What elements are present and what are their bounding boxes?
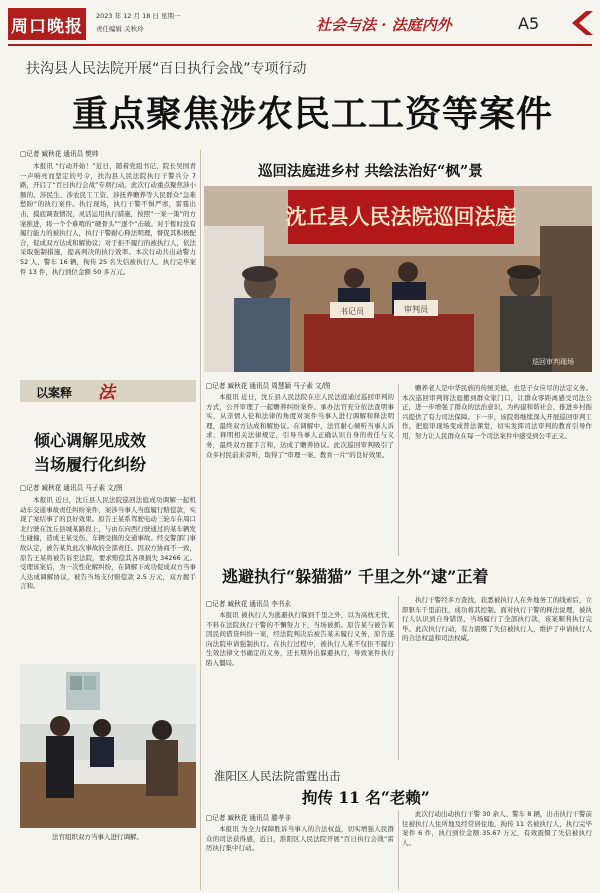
court-photo-illustration (204, 186, 592, 372)
lead-headline: 重点聚焦涉农民工工资等案件 (72, 93, 554, 135)
column-divider (398, 596, 399, 760)
story1-byline: □记者 臧秋花 通讯员 周慧颖 马子素 文/图 (206, 382, 331, 390)
mediation-photo-caption: 法官组织双方当事人进行调解。 (52, 833, 143, 841)
story2-byline: □记者 臧秋花 通讯员 李书永 (206, 600, 292, 608)
mediation-photo (20, 664, 196, 828)
column-divider (200, 150, 201, 890)
case-headline-line1: 倾心调解见成效 (34, 431, 147, 450)
case-section-label: 以案释 (36, 386, 73, 400)
story3-byline: □记者 臧秋花 通讯员 滕孝非 (206, 814, 292, 822)
page-number: A5 (518, 14, 540, 33)
mediation-photo-illustration (20, 664, 196, 828)
lead-kicker: 扶沟县人民法院开展“百日执行会战”专项行动 (26, 61, 307, 77)
case-body: 本报讯 近日，沈丘县人民法院巡回法庭成功调解一起机动车交通事故责任纠纷案件，案涉当事人当庭履行赔偿款，实现了案结事了的良好效果。原告王某系驾驶电动三轮车在周口北行驶在沈丘县城某路段上，与由东向西行驶通过的某车辆发生碰撞，造成王某受伤，车辆受损的交通事故。经交警部门事故认定，被告某负此次事故的全部责任。因双方协商不一致，原告王某将被告诉至法院，要求赔偿其各项损失 34266 元。受理该案后，为一次性化解纠纷，在调解下成功促成双方当事人达成调解协议，被告当场支付赔偿款 2.5 万元，双方握手言和。 (20, 496, 196, 591)
story1-headline: 巡回法庭进乡村 共绘法治好“枫”景 (258, 163, 483, 180)
date-line: 2023 年 12 月 18 日 星期一 (96, 12, 181, 20)
case-section-accent: 法 (98, 383, 115, 403)
lead-body: 本报讯 “行动开始！”近日，随着党组书记、院长吴国青一声响亮而坚定的号令，扶沟县人民法院执行干警兵分 7 路，开启了“百日执行会战”专项行动。此次行动重点聚焦涉小额的、涉民生、涉农民工工资、涉抚养赡养等人民群众“急难愁盼”的执行案件。执行现场，执行干警不惧严寒，雷霆出击，摸底调查情况，灵活运用执行措施，按照“一案一策”的方案推进，将一个个难啃的“硬骨头”“逐个”击破。对于暂时没有履行能力的被执行人，执行干警耐心释法明理，督促其积极配合，促成双方达成和解协议；对于拒不履行的被执行人，依法采取强制措施，提高判决的执行效率。本次行动共出动警力 52 人、警车 16 辆，拘传 25 名失信被执行人，执行完毕案件 13 件，执行到位金额 50 多万元。 (20, 162, 196, 276)
newspaper-logo: 周口晚报 (8, 8, 86, 40)
story2-body-col2: 执行干警经多方查找，获悉被执行人在外地务工的线索后，立即驱车千里前往，成功将其控制。面对执行干警的释法说理，被执行人认识到自身错误，当场履行了全部执行款，该案顺利执行完毕。此次执行行动，有力震慑了失信被执行人，维护了申请执行人的合法权益和司法权威。 (402, 596, 592, 643)
story3-headline: 拘传 11 名“老赖” (302, 788, 430, 807)
case-headline-line2: 当场履行化纠纷 (34, 455, 147, 474)
case-byline: □记者 臧秋花 通讯员 马子素 文/图 (20, 484, 123, 492)
photo-label-left: 书记员 (340, 307, 364, 316)
photo-label-right: 审判员 (404, 305, 428, 314)
story2-body-col1: 本报讯 被执行人为逃避执行躲到千里之外，以为高枕无忧，不料在法院执行干警的不懈努力下，当场被抓。原告某与被告某因民间借贷纠纷一案，经法院判决后被告某未履行义务，原告遂向法院申请强制执行。在执行过程中，被执行人某不仅拒不履行生效法律文书确定的义务，还长期外出躲避执行，导致案件执行陷入僵局。 (206, 611, 394, 667)
story3-body-col2: 此次行动出动执行干警 30 余人、警车 8 辆，出击执行干警前往被执行人住所地及经常居住地，拘传 11 名被执行人，执行完毕案件 6 件，执行到位金额 35.67 万元，有效震慑了失信被执行人。 (402, 810, 592, 847)
lead-byline: □记者 臧秋花 通讯员 樊帅 (20, 150, 99, 158)
story3-body-col1: 本报讯 为全力保障胜诉当事人的合法权益，切实增强人民群众的司法获得感，近日，淮阳区人民法院开展“百日执行会战”雷厉执行集中行动。 (206, 825, 394, 853)
story3-kicker: 淮阳区人民法院雷霆出击 (214, 769, 341, 783)
court-photo (204, 186, 592, 372)
column-divider (398, 384, 399, 556)
story1-body-col2: 赡养老人是中华民族的传统美德，也是子女应尽的法定义务。本次巡回审判将法庭搬到群众家门口，让群众零距离感受司法公正，进一步增强了群众的法治意识，为构建和谐社会、推进乡村振兴提供了有力司法保障。下一步，该院将继续深入开展巡回审判工作，把庭审现场变成普法课堂，切实发挥司法审判的教育引导作用，努力让人民群众在每一个司法案件中感受到公平正义。 (402, 384, 592, 440)
photo-caption: 巡回审判现场 (532, 358, 574, 366)
editor-line: 责任编辑 关秋玲 (96, 25, 144, 33)
photo-banner-text: 沈丘县人民法院巡回法庭 (285, 204, 517, 229)
story2-headline: 逃避执行“躲猫猫” 千里之外“逮”正着 (222, 567, 489, 586)
header-rule (8, 44, 592, 46)
section-title: 社会与法 · 法庭内外 (316, 16, 452, 34)
story1-body-col1: 本报讯 近日，沈丘县人民法院在庄人民法庭通过巡回审判的方式，公开审理了一起赡养纠纷案件。承办法官充分依法查明事实，从亲情人伦和法律的角度对案件当事人进行调解和释法明理，最终双方达成和解协议。在调解中，法官耐心倾听当事人诉求，释明相关法律规定，引导当事人正确认识自身的责任与义务，最终双方握手言和，达成了赡养协议。此次巡回审判吸引了众多村民前来旁听，取得了“审理一案、教育一片”的良好效果。 (206, 393, 394, 459)
column-divider (398, 810, 399, 890)
chevron-left-icon (566, 10, 594, 36)
